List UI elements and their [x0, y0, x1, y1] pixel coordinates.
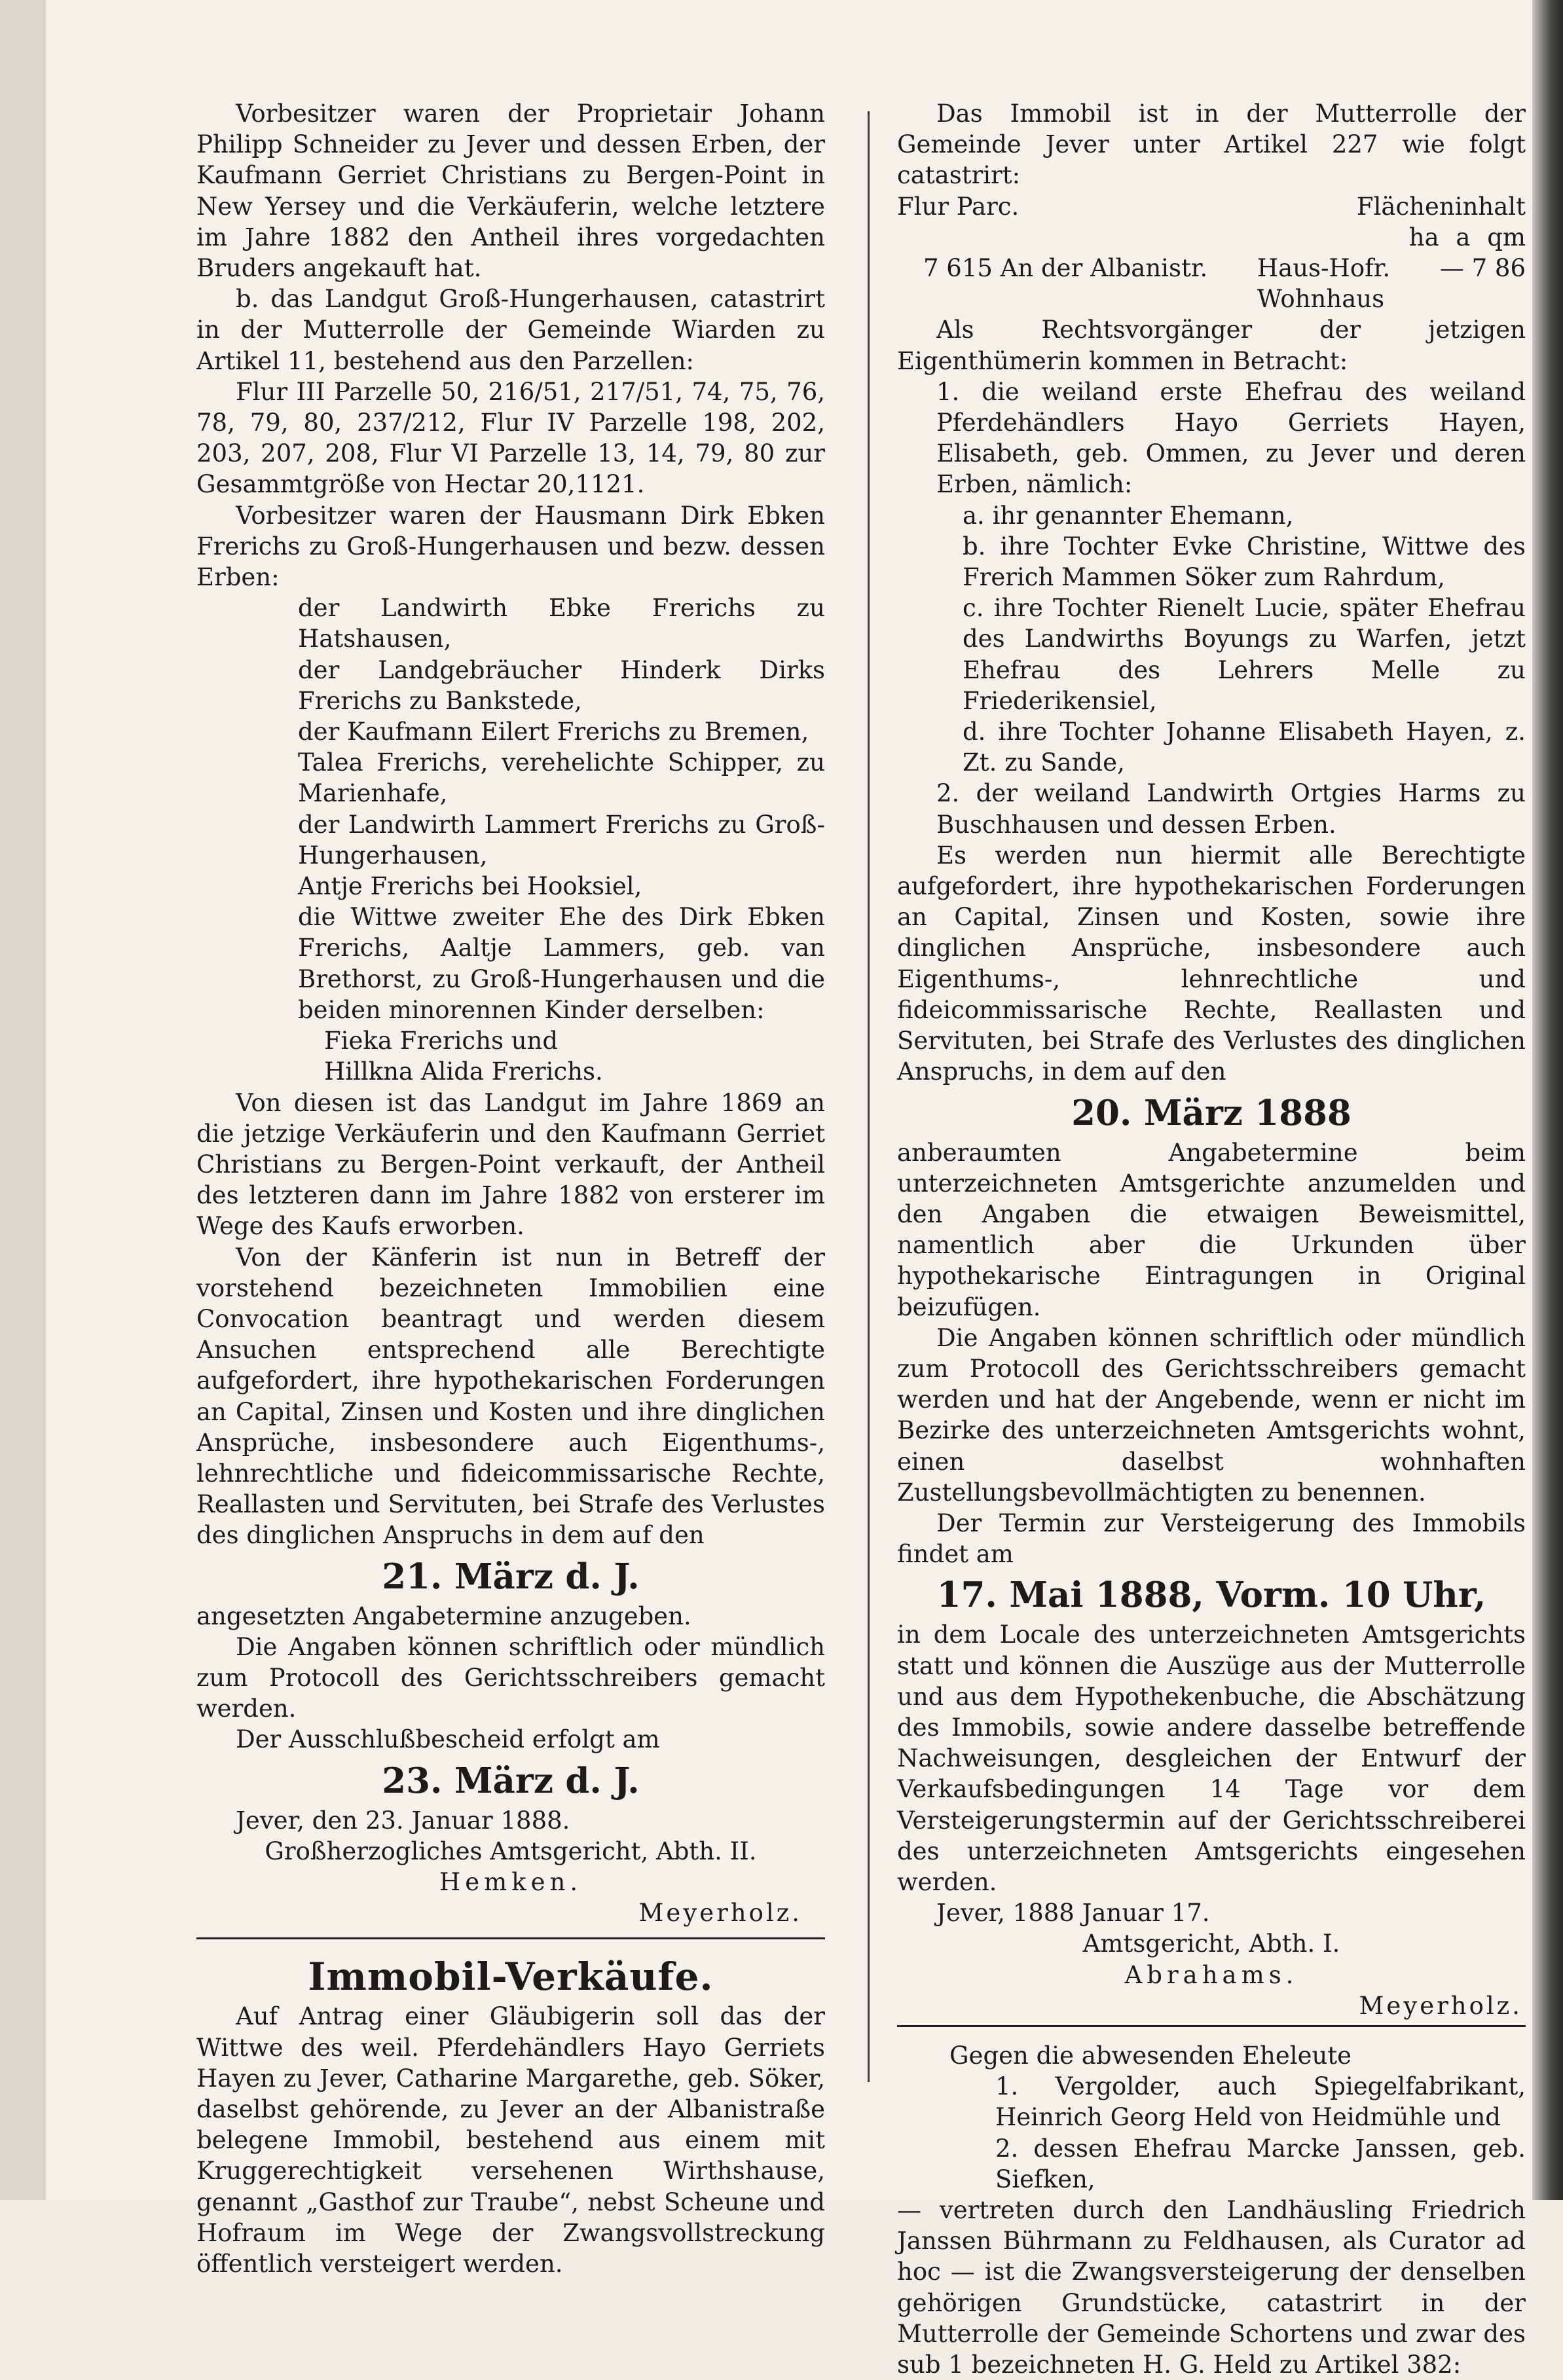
parcel-list: Flur III Parzelle 50, 216/51, 217/51, 74, 75, 76, 78, 79, 80, 237/212, Flur IV Parzelle 198, 202, 203, 207, 208, Flur VI Parzelle 13, 14, 79, 80 zur Gesammtgröße von Hectar 20,1121. [196, 377, 825, 499]
submission-note: Die Angaben können schriftlich oder mündlich zum Protocoll des Gerichtsschreibers gemacht werden. [196, 1632, 825, 1723]
parcel-usage [1257, 253, 1390, 314]
heir-item: der Landgebräucher Hinderk Dirks Frerichs zu Bankstede, [298, 655, 825, 715]
auction-details: in dem Locale des unterzeichneten Amtsgerichts statt und können die Auszüge aus der Mutterrolle und aus dem Hypothekenbuche, die Abschätzung des Immobils, sowie andere dasselbe betreffende Nachweisungen, desgleichen der Entwurf der Verkaufsbedingungen 14 Tage vor dem Versteigerungstermin auf der Gerichtsschreiberei des unterzeichneten Amtsgerichts eingesehen werden. [897, 1620, 1526, 1896]
page-gutter-shadow [1532, 0, 1563, 2200]
heir-item: Antje Frerichs bei Hooksiel, [298, 872, 642, 901]
auction-notice-paragraph: Auf Antrag einer Gläubigerin soll das der Wittwe des weil. Pferdehändlers Hayo Gerriets Hayen zu Jever, Catharine Margarethe, geb. Söker, daselbst gehörende, zu Jever an der Albanistraße belegene Immobil, bestehend aus einem mit Kruggerechtigkeit versehenen Wirthshause, genannt „Gasthof zur Traube“, nebst Scheune und Hofraum im Wege der Zwangsvollstreckung öffentlich versteigert werden. [196, 2002, 825, 2278]
heirs-list [196, 593, 825, 1087]
flur-parc-label: Flur Parc. [897, 192, 1020, 221]
right-place-date: Jever, 1888 Januar 17. [936, 1899, 1210, 1928]
deadline-date-2: 20. März 1888 [1071, 1092, 1352, 1133]
auction-date: 17. Mai 1888, Vorm. 10 Uhr, [936, 1575, 1486, 1616]
auction-term-intro: Der Termin zur Versteigerung des Immobils findet am [897, 1509, 1526, 1569]
section-heading: Immobil-Verkäufe. [308, 1954, 714, 2000]
section-rule [196, 1937, 825, 1939]
place-date: Jever, den 23. Januar 1888. [236, 1806, 570, 1835]
parcel-location: 7 615 An der Albanistr. [923, 254, 1208, 283]
right-judge-signature: Abrahams. [1124, 1960, 1298, 1989]
registration-paragraph: anberaumten Angabetermine beim unterzeichneten Amtsgerichte anzumelden und den Angaben die etwaigen Beweismittel, namentlich aber die Urkunden über hypothekarische Eintragungen in Original beizufügen. [897, 1138, 1526, 1321]
parcel-usage-1: Haus-Hofr. [1257, 254, 1391, 283]
predecessor-sub-d: d. ihre Tochter Johanne Elisabeth Hayen, z. Zt. zu Sande, [963, 718, 1526, 777]
right-column [897, 98, 1526, 2380]
page-left-margin [0, 0, 46, 2200]
ruling-date: 23. März d. J. [382, 1760, 640, 1801]
heir-item: der Kaufmann Eilert Frerichs zu Bremen, [298, 718, 809, 746]
predecessors-intro: Als Rechtsvorgänger der jetzigen Eigenthümerin kommen in Betracht: [897, 316, 1526, 375]
deadline-date-1: 21. März d. J. [382, 1556, 640, 1597]
left-column [196, 98, 825, 2279]
court-name: Großherzogliches Amtsgericht, Abth. II. [265, 1837, 757, 1865]
claims-paragraph: Es werden nun hiermit alle Berechtigte aufgefordert, ihre hypothekarischen Forderungen an Capital, Zinsen und Kosten, sowie ihre dinglichen Ansprüche, insbesondere auch Eigenthums-, lehnrechtliche und fideicommissarische Rechte, Reallasten und Servituten, bei Strafe des Verlustes des dinglichen Anspruchs, in dem auf den [897, 841, 1526, 1086]
cadastre-header-row [897, 191, 1526, 222]
submission-paragraph: Die Angaben können schriftlich oder mündlich zum Protocoll des Gerichtsschreibers gemacht werden und hat der Angebende, wenn er nicht im Bezirke des unterzeichneten Amtsgerichts wohnt, einen daselbst wohnhaften Zustellungsbevollmächtigten zu benennen. [897, 1323, 1526, 1507]
estate-description: b. das Landgut Groß-Hungerhausen, catastrirt in der Mutterrolle der Gemeinde Wiarden zu Artikel 11, bestehend aus den Parzellen: [196, 285, 825, 375]
curator-paragraph: — vertreten durch den Landhäusling Friedrich Janssen Bührmann zu Feldhausen, als Curator ad hoc — ist die Zwangsversteigerung der denselben gehörigen Grundstücke, catastrirt in der Mutterrolle der Gemeinde Schortens und zwar des sub 1 bezeichneten H. G. Held zu Artikel 382: [897, 2196, 1526, 2379]
spouse-item-2: 2. dessen Ehefrau Marcke Janssen, geb. Siefken, [995, 2134, 1526, 2193]
right-clerk-signature: Meyerholz. [1359, 1991, 1522, 2020]
right-court-name: Amtsgericht, Abth. I. [1082, 1930, 1340, 1958]
heir-item: die Wittwe zweiter Ehe des Dirk Ebken Frerichs, Aaltje Lammers, geb. van Brethorst, zu Groß-Hungerhausen und die beiden minorennen Kinder derselben: [298, 903, 825, 1024]
parcel-area-values: — 7 86 [1439, 254, 1526, 283]
child-item: Hillkna Alida Frerichs. [324, 1057, 603, 1086]
cadastre-row [897, 253, 1526, 314]
right-section-rule [897, 2025, 1526, 2027]
predecessor-sub-a: a. ihr genannter Ehemann, [963, 501, 1294, 530]
area-label: Flächeninhalt [1356, 192, 1526, 221]
cadastre-intro: Das Immobil ist in der Mutterrolle der Gemeinde Jever unter Artikel 227 wie folgt catastrirt: [897, 100, 1526, 190]
absent-spouses-intro: Gegen die abwesenden Eheleute [949, 2041, 1352, 2070]
predecessor-item-1: 1. die weiland erste Ehefrau des weiland Pferdehändlers Hayo Gerriets Hayen, Elisabeth, geb. Ommen, zu Jever und deren Erben, nämlich: [936, 377, 1526, 499]
parcel-usage-2: Wohnhaus [1257, 285, 1385, 314]
sale-history-paragraph: Von diesen ist das Landgut im Jahre 1869 an die jetzige Verkäuferin und den Kaufmann Gerriet Christians zu Bergen-Point verkauft, der Antheil des letzteren dann im Jahre 1882 von ersterer im Wege des Kaufs erworben. [196, 1088, 825, 1241]
predecessor-sub-b: b. ihre Tochter Evke Christine, Wittwe des Frerich Mammen Söker zum Rahrdum, [963, 532, 1526, 592]
spouse-item-1: 1. Vergolder, auch Spiegelfabrikant, Heinrich Georg Held von Heidmühle und [995, 2072, 1526, 2132]
judge-signature: Hemken. [439, 1867, 583, 1896]
predecessor-item-2: 2. der weiland Landwirth Ortgies Harms zu Buschhausen und dessen Erben. [936, 779, 1526, 839]
column-divider [868, 111, 870, 2082]
previous-owners-paragraph: Vorbesitzer waren der Proprietair Johann Philipp Schneider zu Jever und dessen Erben, der Kaufmann Gerriet Christians zu Bergen-Point in New Yersey und die Verkäuferin, welche letztere im Jahre 1882 den Antheil ihres vorgedachten Bruders angekauft hat. [196, 100, 825, 283]
clerk-signature: Meyerholz. [638, 1899, 802, 1928]
deadline-note: angesetzten Angabetermine anzugeben. [196, 1602, 691, 1630]
convocation-paragraph: Von der Känferin ist nun in Betreff der vorstehend bezeichneten Immobilien eine Convocation beantragt und werden diesem Ansuchen entsprechend alle Berechtigte aufgefordert, ihre hypothekarischen Forderungen an Capital, Zinsen und Kosten und ihre dinglichen Ansprüche, insbesondere auch Eigenthums-, lehnrechtliche und fideicommissarische Rechte, Reallasten und Servituten, bei Strafe des Verlustes des dinglichen Anspruchs in dem auf den [196, 1243, 825, 1550]
heir-item: Talea Frerichs, verehelichte Schipper, zu Marienhafe, [298, 748, 825, 808]
ruling-note: Der Ausschlußbescheid erfolgt am [236, 1725, 660, 1754]
predecessor-sub-c: c. ihre Tochter Rienelt Lucie, später Ehefrau des Landwirths Boyungs zu Warfen, jetzt Ehefrau des Lehrers Melle zu Friederikensiel, [963, 594, 1526, 715]
heir-item: der Landwirth Ebke Frerichs zu Hatshausen, [298, 594, 825, 653]
area-units: ha a qm [1408, 223, 1526, 251]
child-item: Fieka Frerichs und [324, 1027, 559, 1055]
heir-item: der Landwirth Lammert Frerichs zu Groß-Hungerhausen, [298, 810, 825, 870]
previous-owners-heirs-intro: Vorbesitzer waren der Hausmann Dirk Ebken Frerichs zu Groß-Hungerhausen und bezw. dessen Erben: [196, 501, 825, 592]
